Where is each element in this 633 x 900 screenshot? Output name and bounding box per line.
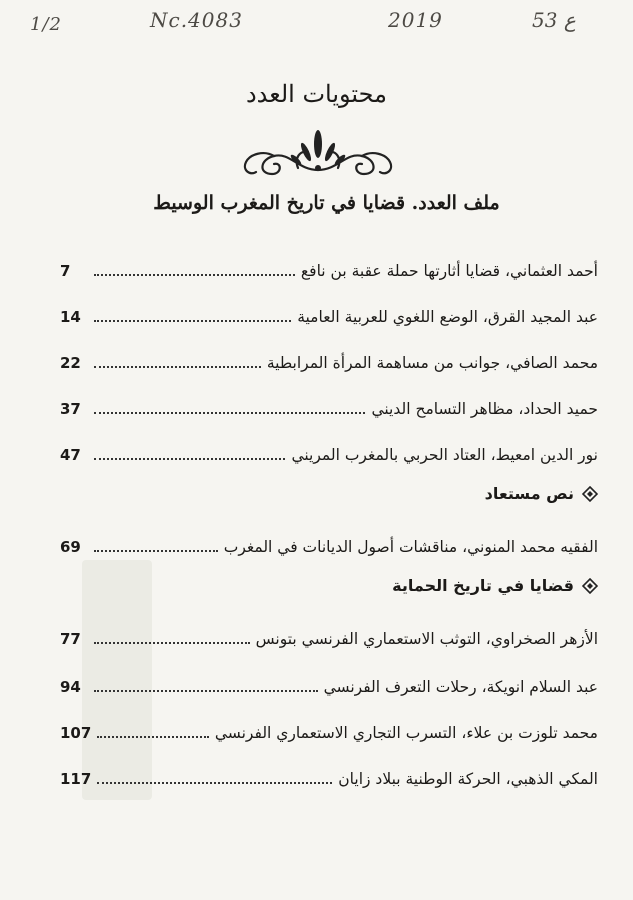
toc-entry [60, 256, 598, 282]
entry-page-number: 14 [60, 308, 81, 326]
toc-entry [60, 302, 598, 328]
handwritten-issue-number: 53 ع [532, 8, 576, 32]
toc-entry [60, 764, 598, 790]
entry-text: الفقيه محمد المنوني، مناقشات أصول الديانات في المغرب [223, 538, 598, 556]
dot-leader [94, 273, 295, 276]
entry-page-number: 22 [60, 354, 81, 372]
toc-entry [60, 394, 598, 420]
dossier-heading: ملف العدد. قضايا في تاريخ المغرب الوسيط [153, 192, 500, 214]
dot-leader [97, 781, 332, 784]
entry-page-number: 37 [60, 400, 81, 418]
diamond-bullet-icon [582, 486, 598, 502]
dot-leader [94, 457, 285, 460]
section-title: قضايا في تاريخ الحماية [392, 576, 574, 595]
entry-text: أحمد العثماني، قضايا أثارتها حملة عقبة بن نافع [300, 262, 598, 280]
dot-leader [94, 549, 218, 552]
section-heading-protectorate [60, 576, 598, 595]
dot-leader [94, 689, 318, 692]
entry-text: عبد السلام انويكة، رحلات التعرف الفرنسي [323, 678, 598, 696]
dot-leader [94, 319, 291, 322]
entry-text: محمد تلوزت بن علاء، التسرب التجاري الاستعماري الفرنسي [214, 724, 598, 742]
ornament-icon [238, 122, 398, 180]
toc-title: محتويات العدد [245, 80, 388, 108]
entry-page-number: 7 [60, 262, 71, 280]
entry-page-number: 117 [60, 770, 92, 788]
entry-page-number: 94 [60, 678, 81, 696]
entry-page-number: 69 [60, 538, 81, 556]
entry-text: الأزهر الصخراوي، التوثب الاستعماري الفرنسي بتونس [255, 630, 598, 648]
toc-entry [60, 624, 598, 650]
toc-entry [60, 718, 598, 744]
entry-page-number: 47 [60, 446, 81, 464]
diamond-bullet-icon [582, 578, 598, 594]
handwritten-fraction: 1/2 [30, 14, 62, 35]
handwritten-reference: Nc.4083 [150, 8, 243, 32]
dot-leader [94, 365, 261, 368]
handwritten-year: 2019 [388, 8, 443, 32]
section-title: نص مستعاد [484, 484, 574, 503]
toc-entry [60, 672, 598, 698]
dot-leader [97, 735, 209, 738]
section-heading-reprint [60, 484, 598, 503]
entry-text: عبد المجيد القرق، الوضع اللغوي للعربية العامية [297, 308, 598, 326]
toc-entry [60, 532, 598, 558]
entry-text: محمد الصافي، جوانب من مساهمة المرأة المرابطية [266, 354, 598, 372]
entry-page-number: 107 [60, 724, 92, 742]
entry-text: المكي الذهبي، الحركة الوطنية ببلاد زايان [338, 770, 598, 788]
entry-text: نور الدين امعيط، العتاد الحربي بالمغرب المريني [291, 446, 598, 464]
dot-leader [94, 641, 250, 644]
toc-entry [60, 348, 598, 374]
entry-text: حميد الحداد، مظاهر التسامح الديني [371, 400, 598, 418]
toc-entry [60, 440, 598, 466]
dot-leader [94, 411, 365, 414]
entry-page-number: 77 [60, 630, 81, 648]
